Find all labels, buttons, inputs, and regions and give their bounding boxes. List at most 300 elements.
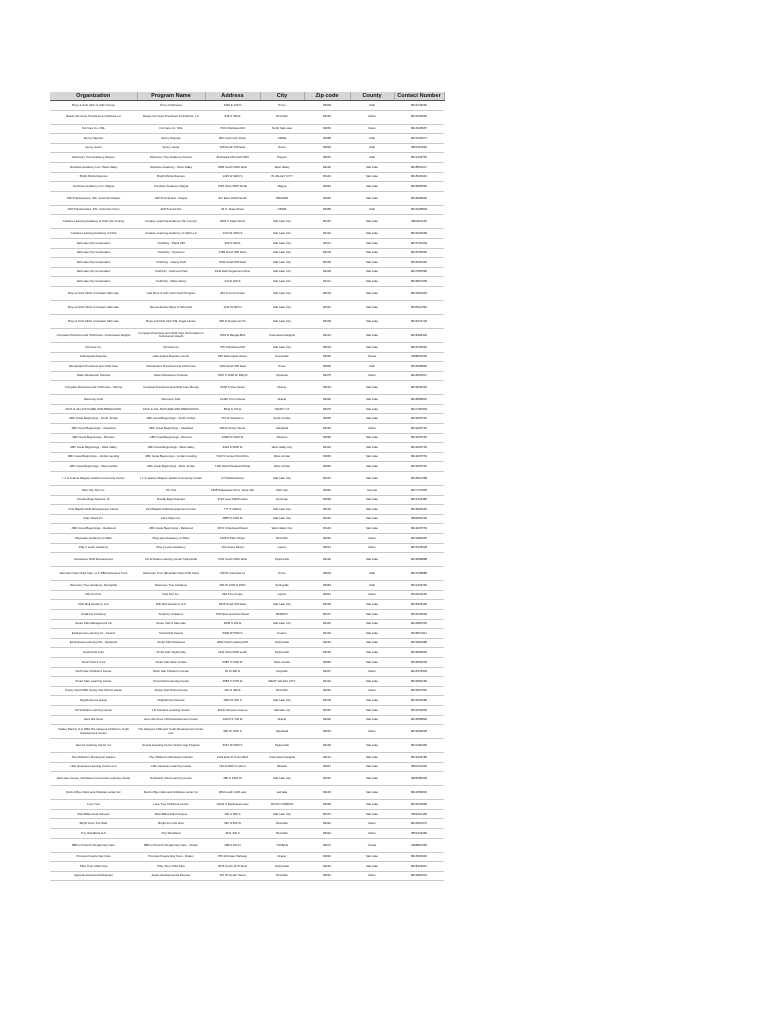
program-name-cell: Kids Fort Inc. (137, 590, 205, 600)
table-row (50, 705, 444, 715)
county-cell: Salt Lake (350, 638, 394, 648)
table-row (50, 505, 444, 515)
contact-number-cell: 8017150949 (394, 404, 444, 414)
zip-code-cell: 84118 (304, 629, 350, 639)
contact-number-cell: 3852095106 (394, 514, 444, 524)
county-cell: Salt Lake (350, 852, 394, 862)
organization-cell: ABC Great Beginnings - Clearfield (50, 424, 137, 434)
organization-cell: Little Moli Academy LLC (50, 600, 137, 610)
organization-cell: EA Express Learning Inc - Kearns (50, 629, 137, 639)
county-cell: Salt Lake (350, 314, 394, 328)
table-row (50, 404, 444, 414)
address-cell: 1383 South 900 West (205, 248, 260, 258)
address-cell: 1040 East Sugarmont Drive (205, 267, 260, 277)
zip-code-cell: 84041 (304, 590, 350, 600)
city-cell: salt lake (260, 786, 304, 800)
address-cell: 1110 W 3300 S (205, 229, 260, 239)
address-cell: 12423 S 700 W (205, 715, 260, 725)
organization-cell: Play 2 Learn Academy (50, 543, 137, 553)
county-cell: Salt Lake (350, 696, 394, 706)
zip-code-cell: 84102 (304, 505, 350, 515)
organization-cell: Salt Lake City Corporation (50, 248, 137, 258)
organization-cell: Compass Preschool and Child Care- Cottonwood Heights (50, 328, 137, 342)
city-cell: Salt Lake City (260, 215, 304, 229)
address-cell: 2065 S State Street (205, 215, 260, 229)
table-row (50, 371, 444, 381)
address-cell: 12820 S 4150 W (205, 433, 260, 443)
city-cell: Salt Lake City (260, 342, 304, 352)
city-cell: Salt Lake City (260, 772, 304, 786)
city-cell: Layton (260, 590, 304, 600)
contact-number-cell: 8014404480 (394, 495, 444, 505)
table-row (50, 524, 444, 534)
program-name-cell: ABC Great Beginnings - West Valley (137, 443, 205, 453)
address-cell: 1410 East 100 North #D5 (205, 153, 260, 163)
program-name-cell: Play 2 Learn Academy (137, 543, 205, 553)
address-cell: 4558 S 3700 W (205, 677, 260, 687)
organization-cell: ABC Great Beginnings - Redwood (50, 524, 137, 534)
program-name-cell: JACK & JILL DAYCARE AND PRESCHOOL (137, 404, 205, 414)
address-cell: 2 N Medical Drive (205, 472, 260, 486)
program-name-cell: Tillsy Time Child Care (137, 862, 205, 872)
header-row (50, 92, 444, 101)
city-cell: Salt Lake City (260, 619, 304, 629)
contact-number-cell: 8012025754 (394, 452, 444, 462)
zip-code-cell: 84010 (304, 829, 350, 839)
zip-code-cell: 84070 (304, 404, 350, 414)
organization-cell: Snowy North DBA Snowy Owl School House (50, 686, 137, 696)
zip-code-cell: 84010 (304, 819, 350, 829)
county-cell: Utah (350, 134, 394, 144)
city-cell: Bountiful (260, 110, 304, 124)
organization-cell: Rock A Bye Infant and childcare center Inc (50, 786, 137, 800)
city-cell: Salt Lake City (260, 696, 304, 706)
program-name-cell: Gemini Learning Center School Age Program (137, 739, 205, 753)
program-name-cell: Snowy Owl School House (137, 686, 205, 696)
contact-number-cell: 8018329216 (394, 172, 444, 182)
table-row (50, 381, 444, 395)
organization-cell: Apple Developmental Daycare (50, 871, 137, 881)
program-name-cell: ABC Great Beginnings - South Jordan (137, 414, 205, 424)
address-cell: 6580 S 1300 W (205, 657, 260, 667)
contact-number-cell: 8019646440 (394, 381, 444, 395)
address-cell: 960 W 1600 S (205, 725, 260, 739)
address-cell: 420 E Simpson Avenue (205, 705, 260, 715)
table-row (50, 215, 444, 229)
county-cell: Salt Lake (350, 553, 394, 567)
program-name-cell: Dawn Montessori Schools (137, 371, 205, 381)
program-name-cell: ABC Great Beginnings - Riverton (137, 433, 205, 443)
zip-code-cell: 84084 (304, 462, 350, 472)
program-name-cell: Lied Boys & Girls Club Youth Program (137, 286, 205, 300)
address-cell: 5228 S Vine Street (205, 381, 260, 395)
county-cell: Salt Lake (350, 452, 394, 462)
program-name-cell: Compass Preschool and Child Care 2nd location in Cottonwood Height (137, 328, 205, 342)
zip-code-cell: 84095 (304, 414, 350, 424)
county-cell: Davis (350, 667, 394, 677)
county-cell: Davis (350, 534, 394, 544)
contact-number-cell: 8015220416 (394, 258, 444, 268)
contact-number-cell: 3854685329 (394, 772, 444, 786)
program-name-cell: Tiny Woodland (137, 829, 205, 839)
city-cell: Herriman (260, 495, 304, 505)
address-cell: 1160 South 500 East (205, 362, 260, 372)
program-name-cell: Lone Tree Childrens Center (137, 800, 205, 810)
county-cell: Salt Lake (350, 800, 394, 810)
contact-number-cell: 8016998960 (394, 362, 444, 372)
zip-code-cell: 84606 (304, 101, 350, 111)
city-cell: Salt Lake City (260, 238, 304, 248)
address-cell: 5008 W 5030 S (205, 629, 260, 639)
address-cell: 1141 W 300 N (205, 300, 260, 314)
table-row (50, 134, 444, 144)
county-cell: Salt Lake (350, 462, 394, 472)
organization-cell: Discovery Tree Academy- Springville (50, 581, 137, 591)
table-row (50, 101, 444, 111)
county-cell: Salt Lake (350, 277, 394, 287)
city-cell: Clearfield (260, 424, 304, 434)
address-cell: 2063 E Bengal Blvd (205, 328, 260, 342)
county-cell: Salt Lake (350, 657, 394, 667)
organization-cell: Salt Lake County- Northwest Community Learning Center (50, 772, 137, 786)
organization-cell: Sunshine Academy LLC- Magna (50, 182, 137, 192)
contact-number-cell: 8012660680 (394, 638, 444, 648)
contact-number-cell: 8012025754 (394, 462, 444, 472)
city-cell: SANDY UT (260, 404, 304, 414)
city-cell: Salt Lake City (260, 229, 304, 239)
county-cell: Salt Lake (350, 609, 394, 619)
program-name-cell: PlayLearn Academy on Main (137, 534, 205, 544)
city-cell: Springville (260, 581, 304, 591)
address-cell: 12492 S Fort Street (205, 395, 260, 405)
county-cell: Davis (350, 371, 394, 381)
program-name-cell: AMYS Amid Arts - Draper (137, 191, 205, 205)
organization-cell: Smart Kids 3 Corp (50, 657, 137, 667)
organization-cell: Lone Tree (50, 800, 137, 810)
organization-cell: ABC Great Beginnings - West Valley (50, 443, 137, 453)
organization-cell: North Star Children's Center (50, 667, 137, 677)
header-program-name: Program Name (137, 92, 205, 101)
county-cell: Salt Lake (350, 472, 394, 486)
contact-number-cell: 8016666600 (394, 852, 444, 862)
contact-number-cell: 8015441139 (394, 590, 444, 600)
address-cell: 475 S Redwood Rd (205, 342, 260, 352)
zip-code-cell: 84121 (304, 328, 350, 342)
table-row (50, 786, 444, 800)
contact-number-cell: 3852433296 (394, 829, 444, 839)
county-cell: Utah (350, 205, 394, 215)
address-cell: 870 E Draper Parkway (205, 852, 260, 862)
organization-cell: Miss Billies Kids Kampus (50, 809, 137, 819)
contact-number-cell: 8017170905 (394, 486, 444, 496)
county-cell: Salt Lake (350, 414, 394, 424)
county-cell: Salt Lake (350, 772, 394, 786)
county-cell: Davis (350, 590, 394, 600)
county-cell: Davis (350, 819, 394, 829)
organization-cell: Tiny Woodland LLC (50, 829, 137, 839)
county-cell: Salt Lake (350, 505, 394, 515)
table-row (50, 638, 444, 648)
contact-number-cell: 8013163763 (394, 153, 444, 163)
program-name-cell: Green Kids 9 Salt Lake (137, 619, 205, 629)
program-name-cell: First Baptist Child Development Center (137, 505, 205, 515)
contact-number-cell: 8016478903 (394, 667, 444, 677)
city-cell: Kaysville (260, 667, 304, 677)
contact-number-cell: 8015445328 (394, 543, 444, 553)
header-zip-code: Zip code (304, 92, 350, 101)
contact-number-cell: 8014618545 (394, 705, 444, 715)
table-row (50, 314, 444, 328)
contact-number-cell: 8013758888 (394, 567, 444, 581)
organization-cell: AMYS Enterprises, INC. Amid Arts Draper (50, 191, 137, 205)
county-cell: Salt Lake (350, 753, 394, 763)
contact-number-cell: 8012946602 (394, 110, 444, 124)
city-cell: Bountiful (260, 829, 304, 839)
city-cell: Bountiful (260, 819, 304, 829)
county-cell: Salt Lake (350, 172, 394, 182)
table-row (50, 495, 444, 505)
organization-cell: ABC Great Beginnings - South Jordan (50, 414, 137, 424)
address-cell: 2122 East Ft Union Blvd (205, 753, 260, 763)
contact-number-cell: 3854461130 (394, 215, 444, 229)
contact-number-cell: 8013746292 (394, 101, 444, 111)
zip-code-cell: 84606 (304, 143, 350, 153)
zip-code-cell: 84123 (304, 638, 350, 648)
contact-number-cell: 8014028803 (394, 205, 444, 215)
organization-cell: Sunny Daycare (50, 134, 137, 144)
table-row (50, 772, 444, 786)
city-cell: North Salt Lake (260, 124, 304, 134)
county-cell: Salt Lake (350, 381, 394, 395)
program-name-cell: Smart Start Learning Center (137, 677, 205, 687)
organization-cell: Boys & Girls Clubs of Greater Salt Lake (50, 286, 137, 300)
city-cell: West Valley City (260, 443, 304, 453)
program-name-cell: Precious People Day Care - Draper (137, 852, 205, 862)
city-cell: Salt Lake City (260, 514, 304, 524)
table-row (50, 452, 444, 462)
county-cell: Utah (350, 567, 394, 581)
address-cell: 966 E Sugarmont Dr (205, 314, 260, 328)
zip-code-cell: 84105 (304, 258, 350, 268)
address-cell: 1525 N Main Street (205, 534, 260, 544)
address-cell: 7315 West 3500 South (205, 182, 260, 192)
zip-code-cell: 84020 (304, 191, 350, 205)
county-cell: Salt Lake (350, 191, 394, 205)
contact-number-cell: 8019669694 (394, 648, 444, 658)
city-cell: Kearns (260, 629, 304, 639)
address-cell: 1053 South 600 East (205, 258, 260, 268)
organization-cell: Kid Care Co. (50, 342, 137, 352)
address-cell: 2211 West 6200 south (205, 648, 260, 658)
city-cell: DRAPER (260, 191, 304, 205)
header-city: City (260, 92, 304, 101)
city-cell: Taylorsville (260, 648, 304, 658)
table-row (50, 443, 444, 453)
contact-number-cell: 8013163763 (394, 581, 444, 591)
table-row (50, 205, 444, 215)
table-row (50, 809, 444, 819)
contact-number-cell: 8012984444 (394, 871, 444, 881)
contact-number-cell: 8012025754 (394, 524, 444, 534)
program-name-cell: Little Geniuses Learning Center (137, 762, 205, 772)
table-row (50, 619, 444, 629)
program-name-cell: Boys and Girls Club SSL Sugar House (137, 314, 205, 328)
county-cell: Salt Lake (350, 328, 394, 342)
address-cell: 3724 west 13400 south (205, 495, 260, 505)
zip-code-cell: 84029 (304, 352, 350, 362)
contact-number-cell: 8012025754 (394, 443, 444, 453)
organization-cell: Lift Scholars Learning Center (50, 705, 137, 715)
city-cell: West Valley City (260, 524, 304, 534)
zip-code-cell: 84020 (304, 852, 350, 862)
zip-code-cell: 84115 (304, 215, 350, 229)
table-row (50, 800, 444, 810)
program-name-cell: Sunshine Academy - West Valley (137, 162, 205, 172)
organization-cell: Salt Lake City Corporation (50, 258, 137, 268)
zip-code-cell: 84095 (304, 800, 350, 810)
city-cell: Provo (260, 101, 304, 111)
address-cell: 8641 S 700 E (205, 404, 260, 414)
address-cell: 349 S 200 E (205, 238, 260, 248)
organization-cell: Flam Steps Inc. (50, 514, 137, 524)
contact-number-cell: 8018252927 (394, 371, 444, 381)
program-name-cell: Sunshine Academy Magna (137, 182, 205, 192)
organization-cell: Ready Set Grow Preschool & Childcare LC (50, 110, 137, 124)
address-cell: 36 E 400 S (205, 829, 260, 839)
header-county: County (350, 92, 394, 101)
table-row (50, 590, 444, 600)
address-cell: 590 E Center Street (205, 424, 260, 434)
program-name-cell: Doodle Bugs Daycare (137, 495, 205, 505)
program-name-cell: Discovery Tree Academy Payson (137, 153, 205, 163)
contact-number-cell: 8012400400 (394, 739, 444, 753)
address-cell: 681 N 400 E (205, 686, 260, 696)
table-row (50, 172, 444, 182)
city-cell: Salt Lake City (260, 505, 304, 515)
city-cell: OREM (260, 205, 304, 215)
county-cell: Salt Lake (350, 862, 394, 872)
city-cell: Taylorsville (260, 553, 304, 567)
program-name-cell: Provo Clubhouse (137, 101, 205, 111)
table-row (50, 819, 444, 829)
organization-cell: Smart Kids Corp (50, 648, 137, 658)
zip-code-cell: 84111 (304, 238, 350, 248)
contact-number-cell: 8016242669 (394, 800, 444, 810)
contact-number-cell: 8015663278 (394, 657, 444, 667)
county-cell: Davis (350, 829, 394, 839)
city-cell: Salt Lake City (260, 248, 304, 258)
contact-number-cell: 8019436780 (394, 753, 444, 763)
zip-code-cell: 84119 (304, 229, 350, 239)
table-row (50, 739, 444, 753)
address-cell: 733 E 5600 S suite A (205, 762, 260, 772)
city-cell: W VALLEY CITY (260, 172, 304, 182)
zip-code-cell: 84119 (304, 677, 350, 687)
program-name-cell: Adventure Time (Mountain View Child Care) (137, 567, 205, 581)
county-cell: Utah (350, 143, 394, 153)
organization-cell: Compass Preschool and Child Care - Murray (50, 381, 137, 395)
organization-cell: sunny center (50, 143, 137, 153)
program-name-cell: Apple Developmental Daycare (137, 871, 205, 881)
program-name-cell: Miss Billies Kids Kampus (137, 809, 205, 819)
city-cell: Bountiful (260, 871, 304, 881)
address-cell: 3672 S Redwood Road (205, 524, 260, 534)
organization-cell: Salt Lake City Corporation (50, 277, 137, 287)
contact-number-cell: 8019258405 (394, 725, 444, 739)
organization-cell: Smart Start Learning Center (50, 677, 137, 687)
program-name-cell: Sunny center (137, 143, 205, 153)
organization-cell: Mountain View Child Care, LLC DBA Adventure Time (50, 567, 137, 581)
county-cell: Salt Lake (350, 267, 394, 277)
zip-code-cell: 84119 (304, 524, 350, 534)
address-cell: 3636 S 200 E (205, 619, 260, 629)
program-name-cell: Bright Minds Daycare (137, 172, 205, 182)
table-row (50, 277, 444, 287)
city-cell: West Valley (260, 162, 304, 172)
organization-cell: Salt Lake City Corporation (50, 238, 137, 248)
table-row (50, 414, 444, 424)
contact-number-cell: 8015528190 (394, 600, 444, 610)
city-cell: TOOELE (260, 838, 304, 852)
program-name-cell: Lift Scholars Learning Center Taylorsville (137, 553, 205, 567)
county-cell: Salt Lake (350, 677, 394, 687)
contact-number-cell: 8017060596 (394, 267, 444, 277)
zip-code-cell: 84037 (304, 667, 350, 677)
table-row (50, 567, 444, 581)
table-row (50, 362, 444, 372)
city-cell: Draper (260, 852, 304, 862)
organization-cell: Precious People Day Care (50, 852, 137, 862)
organization-cell: Neighborhood House (50, 696, 137, 706)
address-cell: 777 S 1300 E (205, 505, 260, 515)
contact-number-cell: 8018672411 (394, 629, 444, 639)
city-cell: Salt Lake City (260, 258, 304, 268)
program-name-cell: Ready Set Grow Preschool & Childcare, LC (137, 110, 205, 124)
city-cell: Salt Lake City (260, 267, 304, 277)
table-body (50, 101, 444, 881)
address-cell: 10441 S Beckstead Lane (205, 800, 260, 810)
table-row (50, 248, 444, 258)
organization-cell: Discovery Tree Academy Payson (50, 153, 137, 163)
zip-code-cell: 84020 (304, 395, 350, 405)
table-row (50, 609, 444, 619)
city-cell: OREM (260, 134, 304, 144)
childcare-directory-table (50, 92, 445, 881)
address-cell: 3327 W 6200 S (205, 739, 260, 753)
program-name-cell: Flam Steps Inc. (137, 514, 205, 524)
city-cell: Salt Lake City (260, 809, 304, 819)
zip-code-cell: 84010 (304, 534, 350, 544)
organization-cell: EA Express Learning INC - Redwood (50, 638, 137, 648)
county-cell: Salt Lake (350, 238, 394, 248)
table-row (50, 267, 444, 277)
zip-code-cell: 84123 (304, 381, 350, 395)
program-name-cell: I.J. & Jeanné Wagner Jewish Community Center (137, 472, 205, 486)
organization-cell: The Children's Montessori Garden (50, 753, 137, 763)
contact-number-cell: 8014641720 (394, 314, 444, 328)
table-row (50, 829, 444, 839)
program-name-cell: YouthCity - Fairmont Park (137, 267, 205, 277)
city-cell: Payson (260, 153, 304, 163)
address-cell: 734 N Redwood Rd (205, 124, 260, 134)
program-name-cell: Northwest Child Learning Center (137, 772, 205, 786)
organization-cell: Kid Care Co. NSL (50, 124, 137, 134)
address-cell: 230 w 600 S (205, 809, 260, 819)
contact-number-cell: 8018361072 (394, 819, 444, 829)
table-row (50, 191, 444, 205)
program-name-cell: YouthCity - Main Library (137, 277, 205, 287)
organization-cell: Little Geniuses Learning Center LLC (50, 762, 137, 772)
